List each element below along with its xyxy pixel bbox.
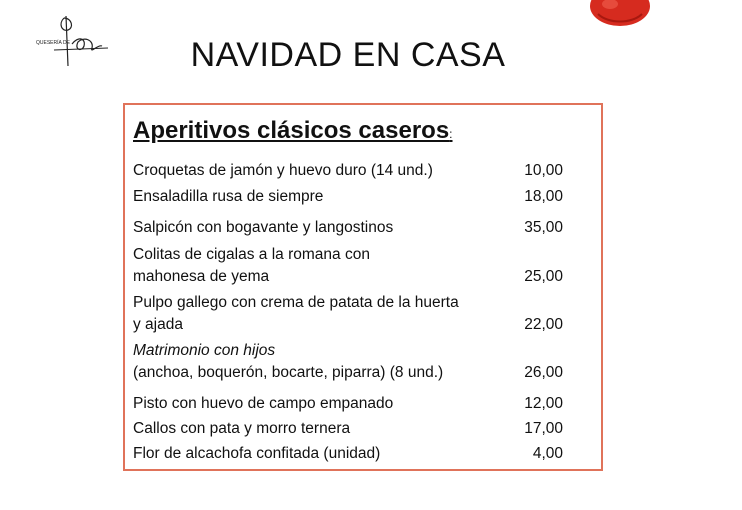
menu-item-name: Salpicón con bogavante y langostinos	[133, 219, 394, 236]
menu-item-price: 17,00	[524, 420, 563, 437]
menu-item-price: 22,00	[524, 316, 563, 333]
menu-item	[133, 393, 563, 415]
menu-item-name: Ensaladilla rusa de siempre	[133, 188, 324, 205]
menu-item-name: Matrimonio con hijos	[133, 342, 276, 359]
menu-item-name: Callos con pata y morro ternera	[133, 420, 351, 437]
menu-item	[133, 160, 563, 182]
menu-item	[133, 292, 563, 336]
section-title	[133, 117, 453, 145]
menu-item-name: Pisto con huevo de campo empanado	[133, 395, 394, 412]
section-title-colon: :	[449, 127, 453, 141]
menu-item	[133, 418, 563, 440]
menu-item	[133, 340, 563, 384]
menu-item-price: 12,00	[524, 395, 563, 412]
section-title-text: Aperitivos clásicos caseros	[133, 117, 450, 144]
menu-item	[133, 217, 563, 239]
svg-text:QUESERÍA DE: QUESERÍA DE	[36, 40, 70, 46]
menu-item-name: Pulpo gallego con crema de patata de la huerta	[133, 294, 459, 311]
menu-item	[133, 244, 563, 288]
page-title: NAVIDAD EN CASA	[190, 36, 506, 74]
menu-item-price: 10,00	[524, 162, 563, 179]
menu-item-price: 25,00	[524, 268, 563, 285]
menu-item-price: 35,00	[524, 219, 563, 236]
menu-box	[123, 103, 603, 471]
menu-item-price: 18,00	[524, 188, 563, 205]
menu-item	[133, 186, 563, 208]
menu-item-name-line2: (anchoa, boquerón, bocarte, piparra) (8 und.)	[133, 364, 444, 381]
menu-item-name-line2: y ajada	[133, 316, 183, 333]
menu-item-name: Croquetas de jamón y huevo duro (14 und.)	[133, 162, 433, 179]
menu-item-name: Colitas de cigalas a la romana con	[133, 246, 370, 263]
menu-item-name-wrap	[133, 340, 493, 362]
menu-item	[133, 443, 563, 465]
menu-item-price: 26,00	[524, 364, 563, 381]
menu-item-price: 4,00	[532, 445, 563, 462]
menu-item-name: Flor de alcachofa confitada (unidad)	[133, 445, 381, 462]
tomato-icon	[588, 0, 652, 28]
menu-item-name-line2: mahonesa de yema	[133, 268, 270, 285]
